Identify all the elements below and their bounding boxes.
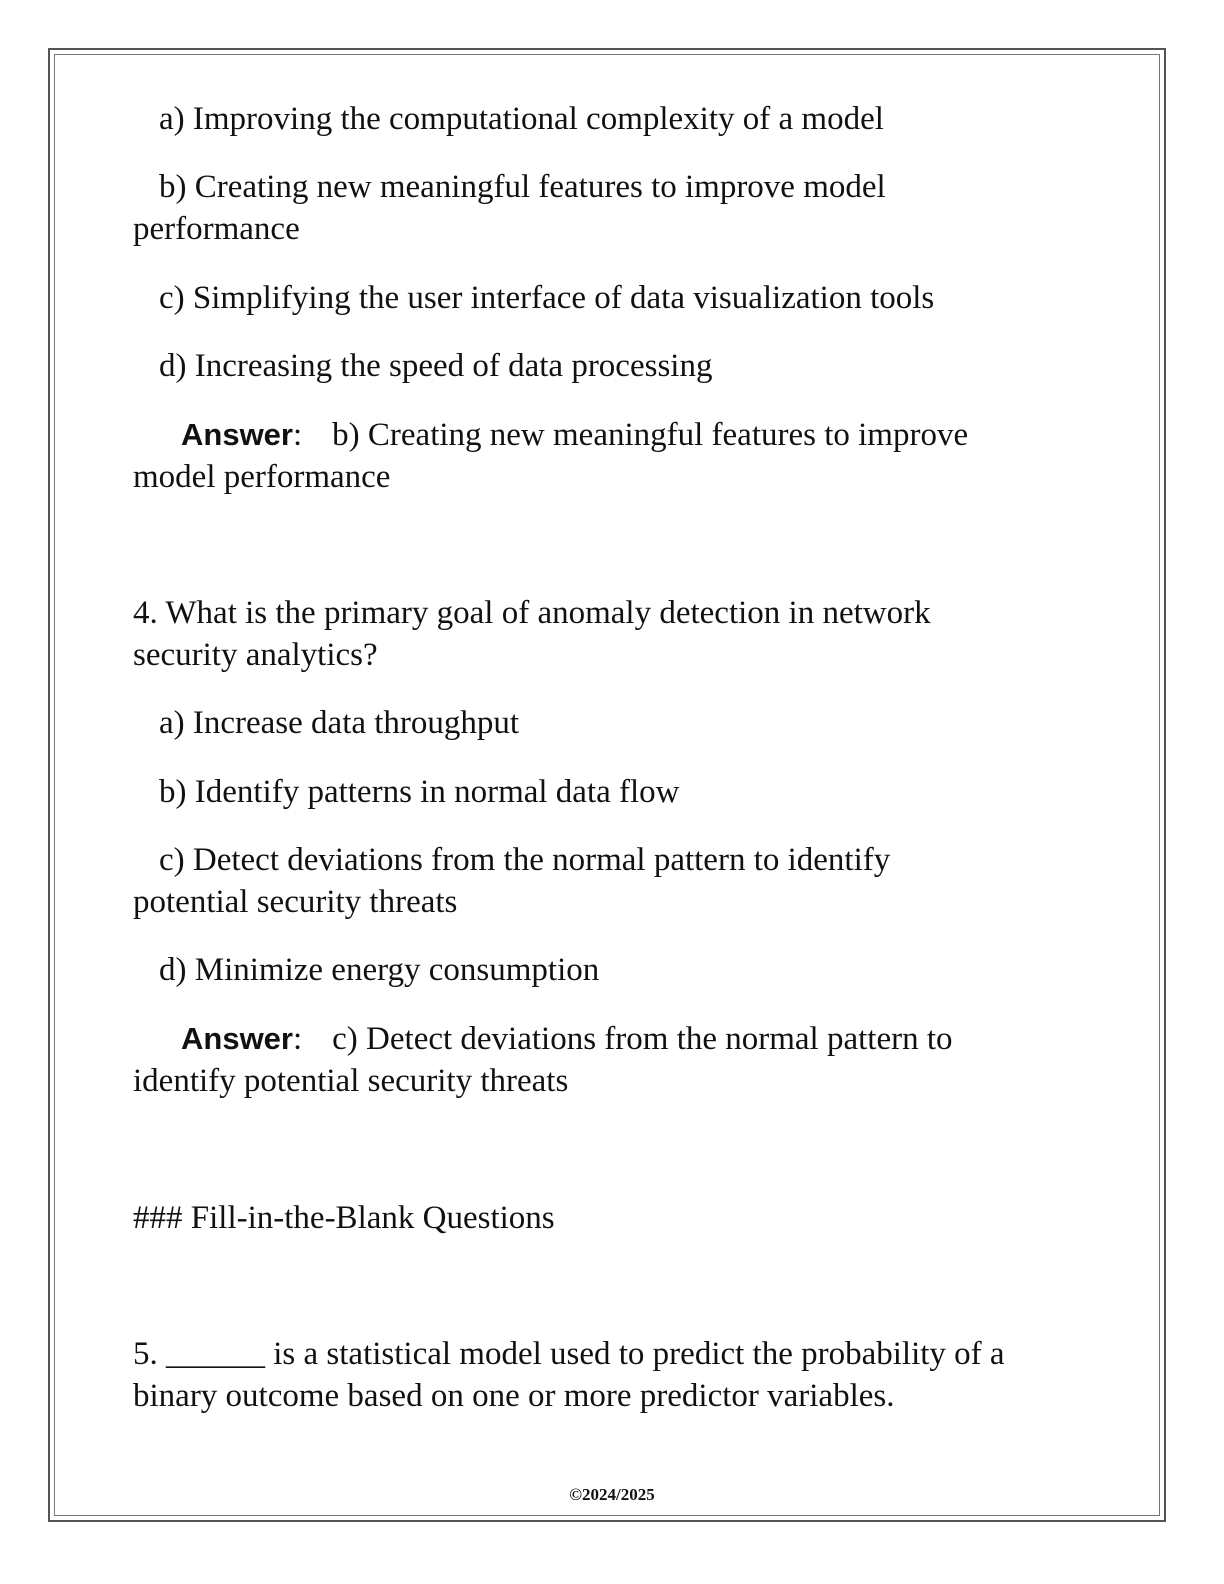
q4-option-a: a) Increase data throughput: [159, 705, 520, 741]
q4-option-d: d) Minimize energy consumption: [159, 952, 600, 988]
q3-option-d: d) Increasing the speed of data processing: [159, 348, 713, 384]
q5-line2: binary outcome based on one or more predictor variables.: [133, 1378, 895, 1414]
q4-answer-line1: [181, 1018, 953, 1060]
q3-option-a: a) Improving the computational complexity of a model: [159, 101, 884, 137]
q3-answer-label: Answer: [181, 417, 293, 452]
q3-answer-line1: [181, 414, 968, 456]
q5-line1: 5. ______ is a statistical model used to predict the probability of a: [133, 1336, 1005, 1372]
q3-answer-text-line1: b) Creating new meaningful features to improve: [332, 417, 969, 453]
q4-answer-colon: :: [292, 1021, 303, 1057]
q4-option-b: b) Identify patterns in normal data flow: [159, 774, 680, 810]
q3-answer-colon: :: [292, 417, 303, 453]
q4-option-c-line1: c) Detect deviations from the normal pattern to identify: [159, 842, 891, 878]
q3-option-b-line1: b) Creating new meaningful features to improve model: [159, 169, 886, 205]
footer-copyright: ©2024/2025: [569, 1485, 655, 1504]
q4-question-line1: 4. What is the primary goal of anomaly detection in network: [133, 595, 931, 631]
q3-answer-line2: model performance: [133, 459, 391, 495]
q4-answer-text-line1: c) Detect deviations from the normal pattern to: [332, 1021, 953, 1057]
q3-option-c: c) Simplifying the user interface of data visualization tools: [159, 280, 935, 316]
q4-question-line2: security analytics?: [133, 637, 378, 673]
q4-option-c-line2: potential security threats: [133, 884, 458, 920]
q4-answer-line2: identify potential security threats: [133, 1063, 569, 1099]
q3-option-b-line2: performance: [133, 211, 300, 247]
section-heading: ### Fill-in-the-Blank Questions: [133, 1200, 555, 1236]
q4-answer-label: Answer: [181, 1021, 293, 1056]
